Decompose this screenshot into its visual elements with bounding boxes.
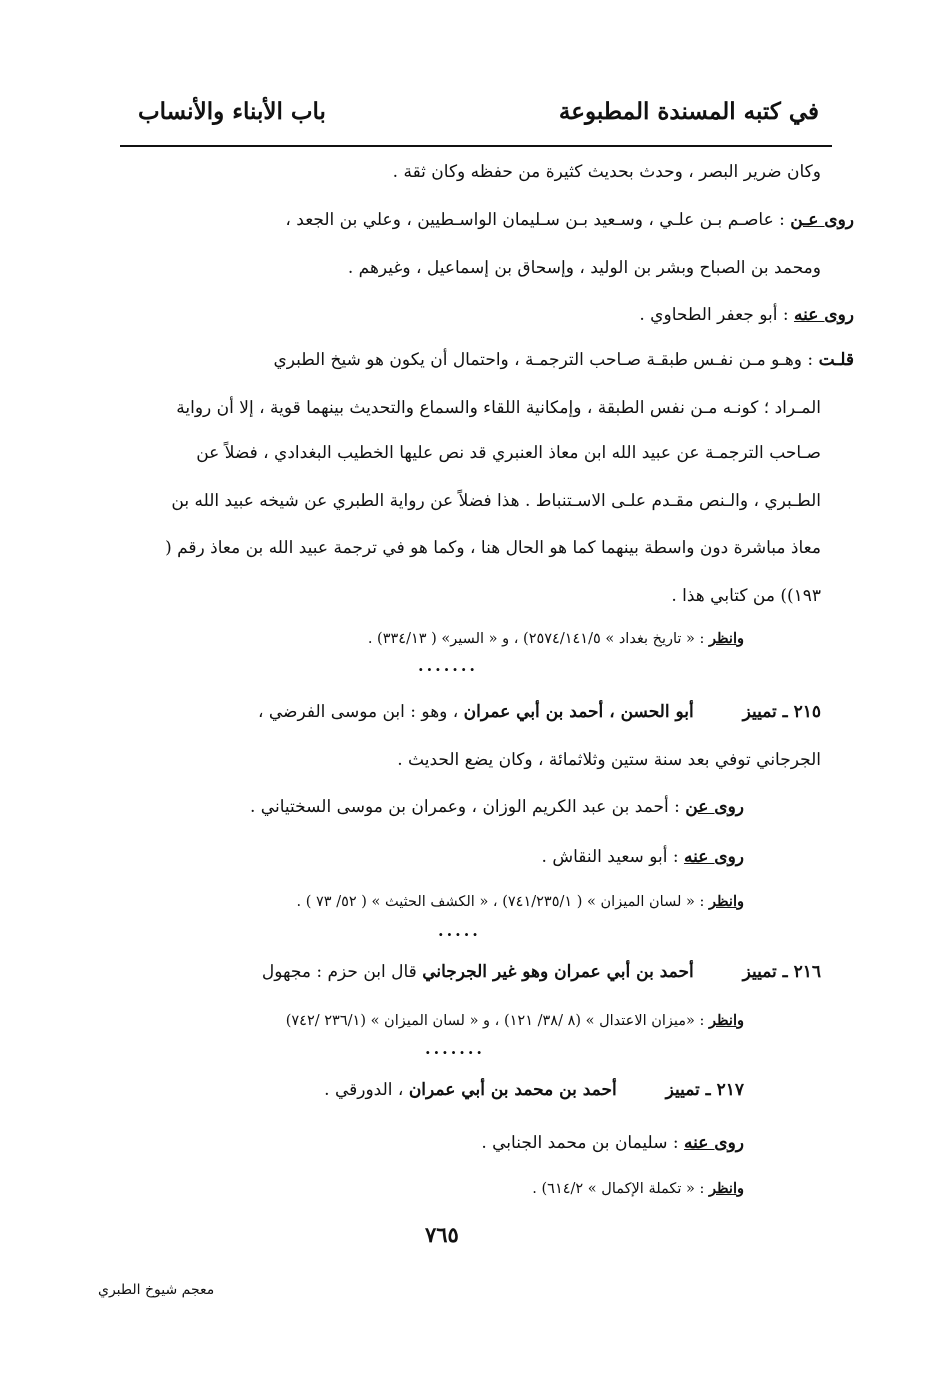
text-line: الطـبري ، والـنص مقـدم علـى الاسـتنباط . هذا فضلاً عن رواية الطبري عن شيخه عبيد الله بن — [171, 491, 821, 511]
rawa-anhu-text: : سليمان بن محمد الجنابي . — [481, 1133, 684, 1153]
text-line: وكان ضرير البصر ، وحدث بحديث كثيرة من حفظه وكان ثقة . — [392, 162, 821, 182]
footer-book-title: معجم شيوخ الطبري — [98, 1282, 215, 1298]
unzur-label: وانظر — [709, 1012, 744, 1029]
entry-number: ٢١٥ ـ تمييز — [742, 702, 821, 722]
rawa-an-line — [250, 797, 744, 817]
text-line: الجرجاني توفي بعد سنة ستين وثلاثمائة ، وكان يضع الحديث . — [397, 750, 821, 770]
unzur-line — [368, 630, 744, 647]
header-rule — [120, 145, 832, 147]
rawa-anhu-line — [542, 847, 744, 867]
qult-label: قلـت — [818, 350, 854, 370]
unzur-text: : « تاريخ بغداد » ٢٥٧٤/١٤١/٥) ، و « السير» ( ٣٣٤/١٣) . — [367, 631, 710, 647]
entry-text: ، وهو : ابن موسى الفرضي ، — [258, 702, 464, 722]
entry-name: أحمد بن أبي عمران وهو غير الجرجاني — [422, 962, 694, 982]
unzur-label: وانظر — [709, 893, 744, 910]
rawa-anhu-label: روى عنه — [683, 1133, 744, 1153]
entry-215-heading — [258, 702, 821, 722]
rawa-an-text: : أحمد بن عبد الكريم الوزان ، وعمران بن موسى السختياني . — [250, 797, 686, 817]
qult-text: : وهـو مـن نفـس طبقـة صـاحب الترجمـة ، واحتمال أن يكون هو شيخ الطبري — [273, 350, 819, 370]
running-header-right: في كتبه المسندة المطبوعة — [558, 98, 819, 125]
running-header-left: باب الأبناء والأنساب — [138, 98, 326, 125]
entry-217-heading — [324, 1080, 744, 1100]
entry-216-heading — [262, 962, 821, 982]
unzur-line — [286, 1012, 744, 1029]
entry-number: ٢١٧ ـ تمييز — [665, 1080, 744, 1100]
separator-dots: ····· — [438, 925, 481, 944]
entry-name: أحمد بن محمد بن أبي عمران — [408, 1080, 617, 1100]
separator-dots: ······· — [418, 660, 478, 679]
page-number: ٧٦٥ — [425, 1222, 459, 1247]
entry-text: ، الدورقي . — [324, 1080, 409, 1100]
text-line: صـاحب الترجمـة عن عبيد الله ابن معاذ العنبري قد نص عليها الخطيب البغدادي ، فضلاً عن — [196, 443, 821, 463]
unzur-text: : « تكملة الإكمال » ٦١٤/٢) . — [532, 1181, 710, 1197]
rawa-an-label: روى عـن — [790, 210, 854, 230]
unzur-line — [532, 1180, 744, 1197]
rawa-anhu-line — [481, 1133, 744, 1153]
text-line: ومحمد بن الصباح وبشر بن الوليد ، وإسحاق بن إسماعيل ، وغيرهم . — [347, 258, 821, 278]
rawa-an-line — [285, 210, 854, 230]
unzur-text: : « لسان الميزان » ( ٧٤١/٢٣٥/١) ، « الكشف الحثيث » ( ٥٢/ ٧٣ ) . — [296, 894, 710, 910]
text-line: معاذ مباشرة دون واسطة بينهما كما هو الحال هنا ، وكما هو في ترجمة عبيد الله بن معاذ رقم ( — [165, 538, 821, 558]
qult-line — [273, 350, 854, 370]
separator-dots: ······· — [425, 1043, 485, 1062]
unzur-line — [297, 893, 744, 910]
rawa-anhu-text: : أبو جعفر الطحاوي . — [639, 305, 794, 325]
rawa-an-label: روى عن — [685, 797, 744, 817]
entry-number: ٢١٦ ـ تمييز — [742, 962, 821, 982]
unzur-label: وانظر — [709, 630, 744, 647]
rawa-an-text: : عاصـم بـن علـي ، وسـعيد بـن سـليمان الواسـطيين ، وعلي بن الجعد ، — [285, 210, 791, 230]
entry-kunya: أبو الحسن ، — [603, 702, 694, 722]
unzur-label: وانظر — [709, 1180, 744, 1197]
rawa-anhu-line — [639, 305, 854, 325]
text-line: المـراد ؛ كونـه مـن نفس الطبقة ، وإمكانية اللقاء والسماع والتحديث بينهما قوية ، إلا أن رواية — [176, 398, 821, 418]
entry-name: أحمد بن أبي عمران — [463, 702, 604, 722]
text-line: ١٩٣)) من كتابي هذا . — [671, 586, 821, 606]
entry-text: قال ابن حزم : مجهول — [261, 962, 423, 982]
rawa-anhu-label: روى عنه — [683, 847, 744, 867]
unzur-text: : «ميزان الاعتدال » (٨ /٣٨/ ١٢١) ، و « لسان الميزان » (٢٣٦/١ /٧٤٢) — [285, 1013, 710, 1029]
rawa-anhu-label: روى عنه — [793, 305, 854, 325]
rawa-anhu-text: : أبو سعيد النقاش . — [541, 847, 684, 867]
